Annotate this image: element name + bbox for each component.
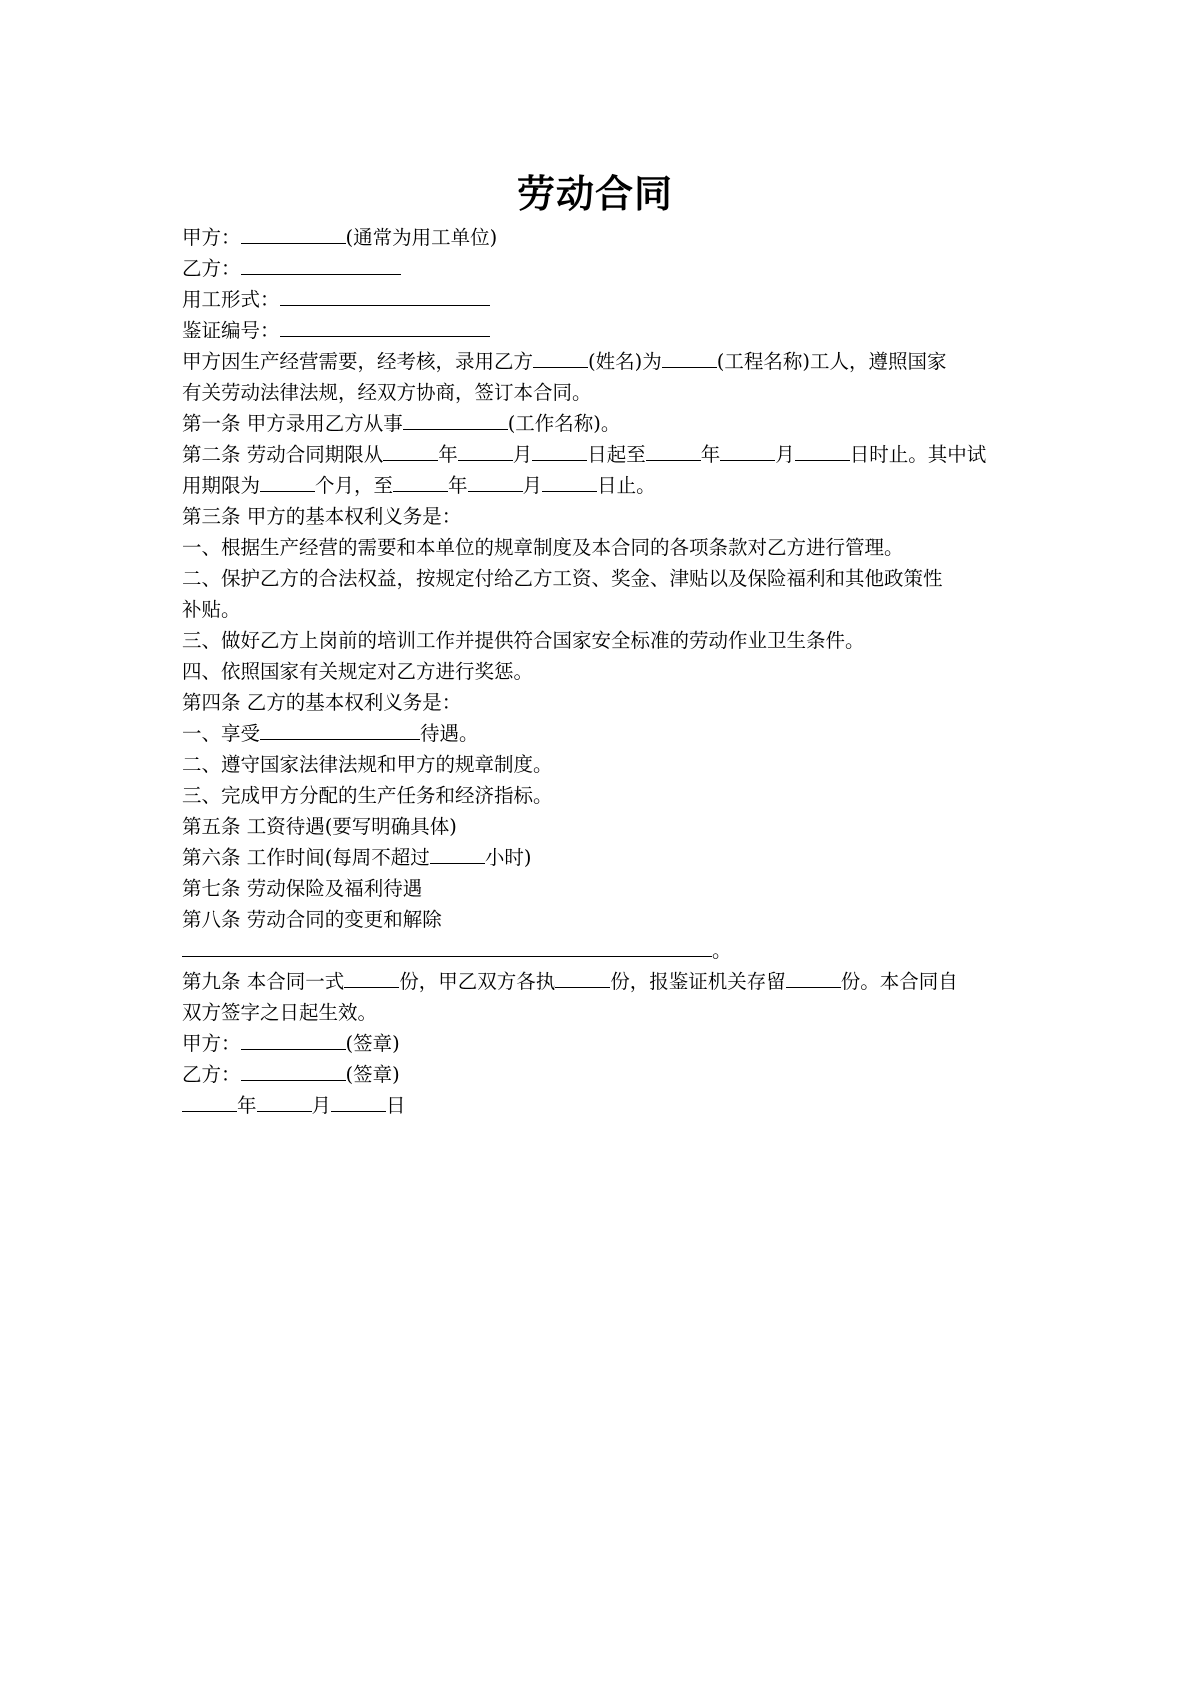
article-4-heading: 第四条 乙方的基本权利义务是： — [182, 691, 462, 714]
sign-month-blank[interactable] — [257, 1092, 312, 1112]
label: 甲方： — [182, 1032, 241, 1055]
text: 月 — [311, 1094, 332, 1117]
certification-blank[interactable] — [280, 317, 490, 337]
label: 鉴证编号： — [182, 319, 280, 342]
start-year-blank[interactable] — [383, 441, 438, 461]
text: 第六条 工作时间(每周不超过 — [182, 846, 430, 869]
text: 第二条 劳动合同期限从 — [182, 443, 384, 466]
article-1 — [182, 408, 1022, 439]
article-4-item: 三、完成甲方分配的生产任务和经济指标。 — [182, 784, 553, 807]
text: 用期限为 — [182, 474, 261, 497]
article-9-line-2: 双方签字之日起生效。 — [182, 1001, 378, 1024]
text: 份。本合同自 — [840, 970, 958, 993]
article-3-item: 一、根据生产经营的需要和本单位的规章制度及本合同的各项条款对乙方进行管理。 — [182, 536, 904, 559]
article-9-line-1 — [182, 966, 1022, 997]
article-3-item: 二、保护乙方的合法权益，按规定付给乙方工资、奖金、津贴以及保险福利和其他政策性 — [182, 567, 943, 590]
end-month-blank[interactable] — [720, 441, 775, 461]
text: 月 — [775, 443, 795, 466]
page-title: 劳动合同 — [516, 172, 673, 216]
article-3-item: 四、依照国家有关规定对乙方进行奖惩。 — [182, 660, 534, 683]
seal-label: (签章) — [345, 1032, 400, 1055]
signature-date — [182, 1090, 1022, 1121]
hours-blank[interactable] — [430, 844, 485, 864]
probation-day-blank[interactable] — [542, 472, 597, 492]
article-6 — [182, 842, 1022, 873]
party-b-line — [182, 253, 1022, 284]
note: (通常为用工单位) — [345, 226, 498, 249]
authority-copies-blank[interactable] — [786, 968, 841, 988]
text: 年 — [438, 443, 458, 466]
text: 小时) — [484, 846, 532, 869]
article-5: 第五条 工资待遇(要写明确具体) — [182, 815, 457, 838]
text: 日 — [386, 1094, 406, 1117]
start-month-blank[interactable] — [458, 441, 513, 461]
text: 一、享受 — [182, 722, 261, 745]
sign-day-blank[interactable] — [331, 1092, 386, 1112]
copies-blank[interactable] — [344, 968, 399, 988]
probation-month-blank[interactable] — [468, 472, 523, 492]
start-day-blank[interactable] — [532, 441, 587, 461]
intro-line-1 — [182, 346, 1022, 377]
text: 甲方因生产经营需要，经考核，录用乙方 — [182, 350, 534, 373]
benefits-blank[interactable] — [260, 720, 420, 740]
signature-party-b — [182, 1059, 1022, 1090]
probation-months-blank[interactable] — [260, 472, 315, 492]
text: (姓名)为 — [588, 350, 662, 373]
termination-blank[interactable] — [182, 937, 712, 957]
article-2-line-2 — [182, 470, 1022, 501]
text: 日时止。其中试 — [849, 443, 987, 466]
sign-year-blank[interactable] — [182, 1092, 237, 1112]
text: 年 — [700, 443, 721, 466]
job-blank[interactable] — [403, 410, 508, 430]
article-4-item: 二、遵守国家法律法规和甲方的规章制度。 — [182, 753, 553, 776]
article-3-item: 三、做好乙方上岗前的培训工作并提供符合国家安全标准的劳动作业卫生条件。 — [182, 629, 865, 652]
text: 第一条 甲方录用乙方从事 — [182, 412, 403, 435]
text: 个月，至 — [315, 474, 394, 497]
party-a-blank[interactable] — [241, 224, 346, 244]
signature-party-a — [182, 1028, 1022, 1059]
article-3-item: 补贴。 — [182, 598, 241, 621]
intro-line-2: 有关劳动法律法规，经双方协商，签订本合同。 — [182, 381, 592, 404]
text: 。 — [712, 939, 732, 962]
probation-year-blank[interactable] — [393, 472, 448, 492]
article-3-heading: 第三条 甲方的基本权利义务是： — [182, 505, 462, 528]
end-year-blank[interactable] — [646, 441, 701, 461]
employment-form-line — [182, 284, 1022, 315]
text: 份，报鉴证机关存留 — [610, 970, 786, 993]
text: 待遇。 — [420, 722, 479, 745]
text: (工程名称)工人，遵照国家 — [716, 350, 947, 373]
article-2-line-1 — [182, 439, 1022, 470]
text: 月 — [512, 443, 533, 466]
end-day-blank[interactable] — [795, 441, 850, 461]
article-8-blank-line — [182, 935, 1022, 966]
employment-form-blank[interactable] — [280, 286, 490, 306]
text: 年 — [448, 474, 468, 497]
text: 日起至 — [587, 443, 646, 466]
article-4-item — [182, 718, 1022, 749]
label: 用工形式： — [182, 288, 280, 311]
text: (工作名称)。 — [507, 412, 621, 435]
text: 日止。 — [597, 474, 656, 497]
party-b-signature-blank[interactable] — [241, 1061, 346, 1081]
party-a-line — [182, 222, 1022, 253]
article-7: 第七条 劳动保险及福利待遇 — [182, 877, 423, 900]
party-b-blank[interactable] — [241, 255, 401, 275]
seal-label: (签章) — [345, 1063, 400, 1086]
text: 第九条 本合同一式 — [182, 970, 345, 993]
contract-body — [182, 222, 1022, 1121]
each-party-copies-blank[interactable] — [555, 968, 610, 988]
party-a-signature-blank[interactable] — [241, 1030, 346, 1050]
label: 乙方： — [182, 257, 241, 280]
project-blank[interactable] — [662, 348, 717, 368]
certification-line — [182, 315, 1022, 346]
name-blank[interactable] — [533, 348, 588, 368]
text: 年 — [237, 1094, 257, 1117]
label: 甲方： — [182, 226, 241, 249]
article-8: 第八条 劳动合同的变更和解除 — [182, 908, 442, 931]
text: 份，甲乙双方各执 — [399, 970, 556, 993]
text: 月 — [522, 474, 543, 497]
label: 乙方： — [182, 1063, 241, 1086]
